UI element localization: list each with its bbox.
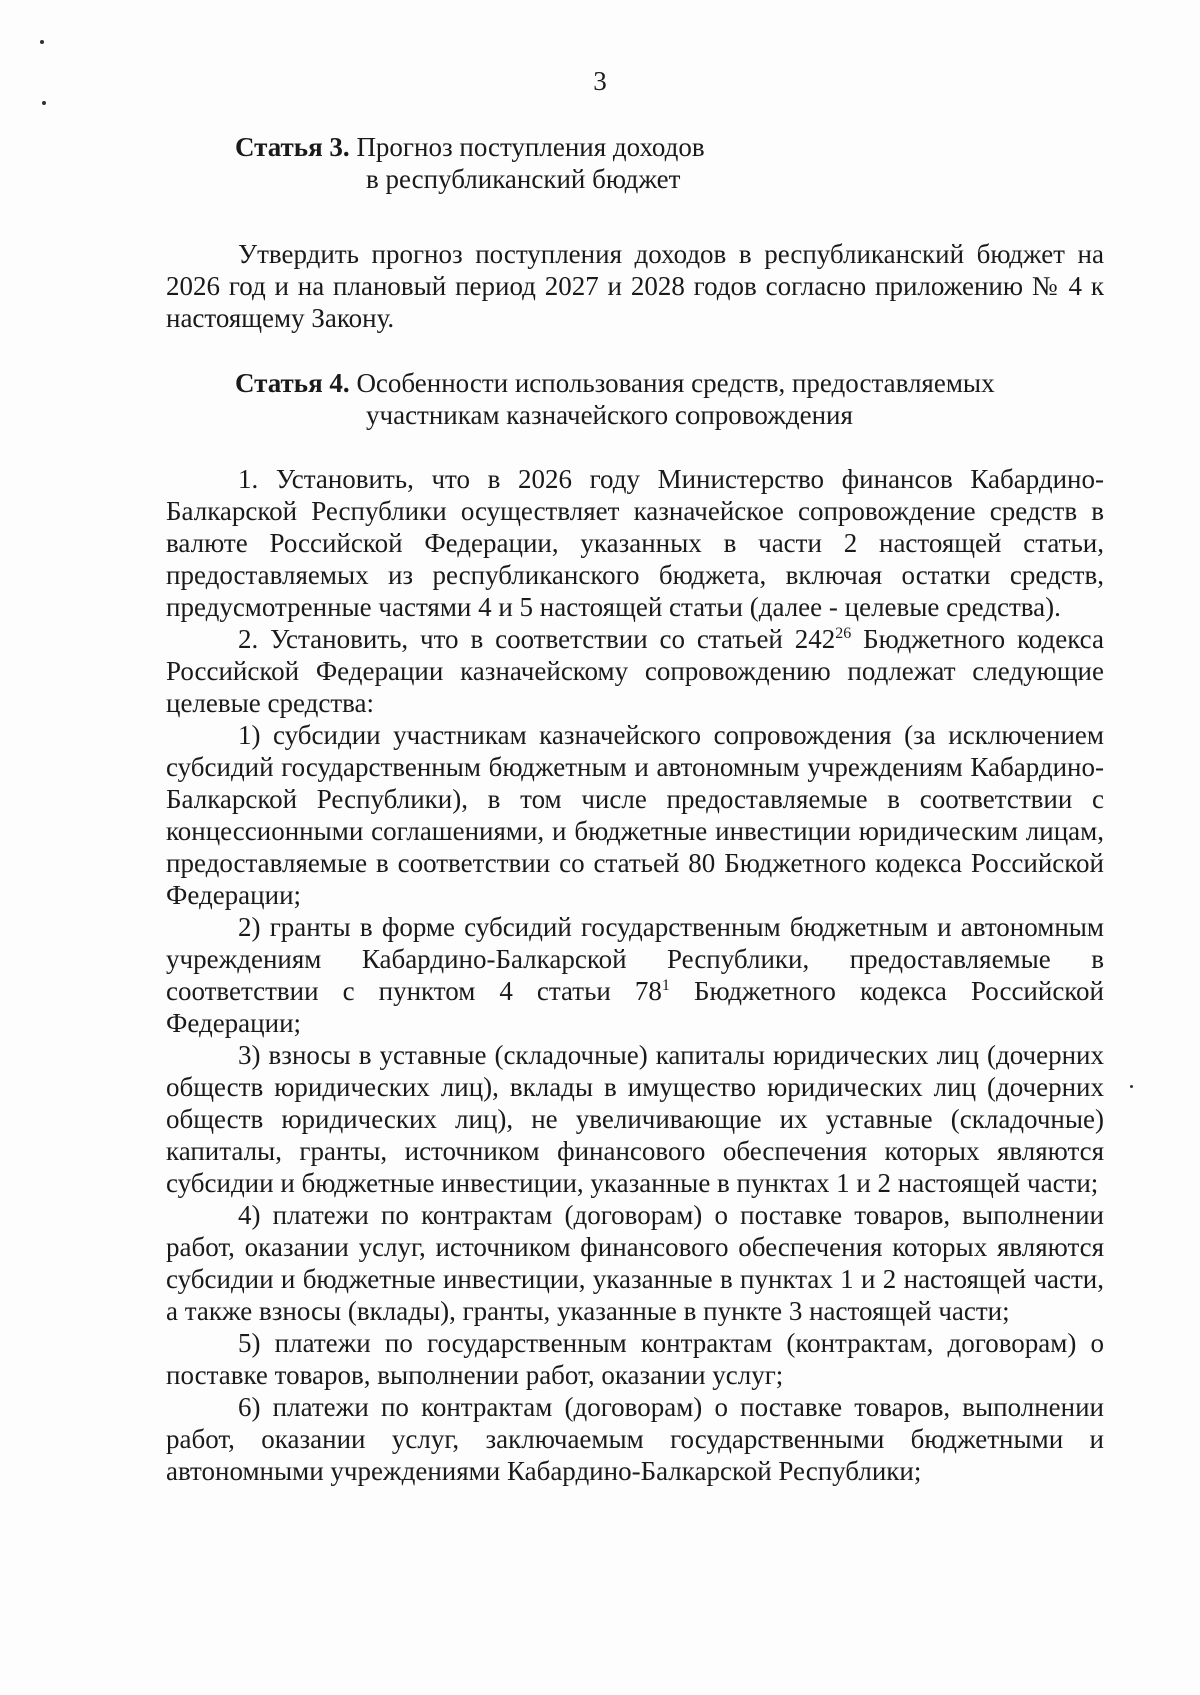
part-2-paragraph xyxy=(166,623,1104,719)
article-4-title-line-1 xyxy=(235,366,995,400)
item-2-paragraph xyxy=(166,911,1104,1039)
article-4-body xyxy=(166,463,1104,1487)
article-3-body xyxy=(166,238,1104,334)
scan-speck xyxy=(1130,1085,1133,1088)
part-2-text-end: Бюджетного кодекса Российской Федерации казначейскому сопровождению подлежат следующие целевые средства: xyxy=(166,624,1104,718)
scan-speck xyxy=(40,40,44,44)
page-number: 3 xyxy=(593,66,607,96)
item-2-superscript: 1 xyxy=(661,977,670,994)
item-5-paragraph: 5) платежи по государственным контрактам (контрактам, договорам) о поставке товаров, выполнении работ, оказании услуг; xyxy=(166,1328,1104,1390)
part-2-superscript: 26 xyxy=(835,625,852,642)
item-3-paragraph: 3) взносы в уставные (складочные) капиталы юридических лиц (дочерних обществ юридических лиц), вклады в имущество юридических лиц (дочерних обществ юридических лиц), не увеличивающие их уставные (складочные) капиталы, гранты, источником финансового обеспечения которых являются субсидии и бюджетные инвестиции, указанные в пунктах 1 и 2 настоящей части; xyxy=(166,1040,1104,1198)
scan-speck xyxy=(42,101,46,105)
part-1-paragraph: 1. Установить, что в 2026 году Министерство финансов Кабардино-Балкарской Республики осуществляет казначейское сопровождение средств в валюте Российской Федерации, указанных в части 2 настоящей статьи, предоставляемых из республиканского бюджета, включая остатки средств, предусмотренные частями 4 и 5 настоящей статьи (далее - целевые средства). xyxy=(166,464,1104,622)
item-2-text-end: Бюджетного кодекса Российской Федерации; xyxy=(166,976,1105,1038)
article-4-title: Особенности использования средств, предоставляемых xyxy=(356,368,995,398)
article-3-title-line-2: в республиканский бюджет xyxy=(366,164,681,194)
article-3-title-line-1 xyxy=(235,130,705,164)
article-3-label: Статья 3. xyxy=(235,132,350,162)
item-6-paragraph: 6) платежи по контрактам (договорам) о поставке товаров, выполнении работ, оказании услуг, заключаемым государственными бюджетными и автономными учреждениями Кабардино-Балкарской Республики; xyxy=(166,1392,1104,1486)
article-4-title-line-2: участникам казначейского сопровождения xyxy=(366,400,853,430)
article-3-title: Прогноз поступления доходов xyxy=(356,132,705,162)
part-2-text-start: 2. Установить, что в соответствии со статьей 242 xyxy=(238,624,836,654)
article-4-label: Статья 4. xyxy=(235,368,350,398)
article-3-paragraph: Утвердить прогноз поступления доходов в республиканский бюджет на 2026 год и на плановый период 2027 и 2028 годов согласно приложению № 4 к настоящему Закону. xyxy=(166,239,1104,333)
item-1-paragraph: 1) субсидии участникам казначейского сопровождения (за исключением субсидий государственным бюджетным и автономным учреждениям Кабардино-Балкарской Республики), в том числе предоставляемые в соответствии с концессионными соглашениями, и бюджетные инвестиции юридическим лицам, предоставляемые в соответствии со статьей 80 Бюджетного кодекса Российской Федерации; xyxy=(166,720,1104,910)
item-2-text-start: 2) гранты в форме субсидий государственным бюджетным и автономным учреждениям Кабардино-Балкарской Республики, предоставляемые в соответствии с пунктом 4 статьи 78 xyxy=(166,912,1104,1006)
item-4-paragraph: 4) платежи по контрактам (договорам) о поставке товаров, выполнении работ, оказании услуг, источником финансового обеспечения которых являются субсидии и бюджетные инвестиции, указанные в пунктах 1 и 2 настоящей части, а также взносы (вклады), гранты, указанные в пункте 3 настоящей части; xyxy=(166,1200,1104,1326)
